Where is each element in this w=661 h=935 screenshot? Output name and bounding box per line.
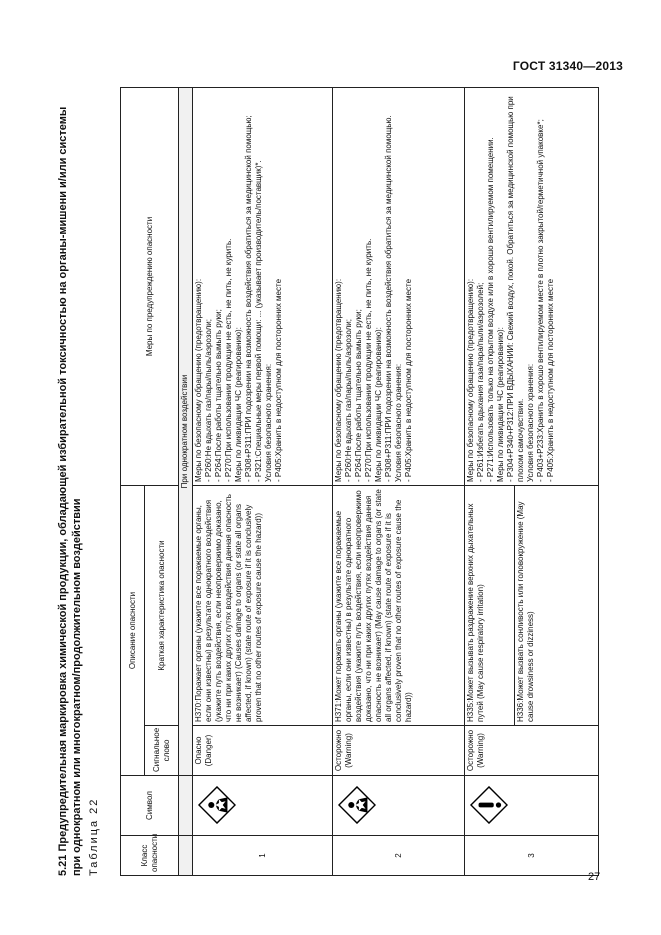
hazard-statement-cell: H335:Может вызывать раздражение верхних дыхательных путей (May cause respiratory irritation) <box>465 485 515 725</box>
subheader-spacer <box>179 836 193 876</box>
table-caption: Таблица 22 <box>88 797 100 876</box>
hazard-statement-cell: H370:Поражает органы (укажите все поражаемые органы, если они известны) в результате однократного воздействия (укажите путь воздействия, если неопровержимо доказано, что ни при каких других путях воздействия данная опасность не возникает) (Causes damage to organs (or state all organs affected, if known) (state route of exposure if it is conclusively proven that no other routes of exposure cause the hazard)) <box>193 485 333 725</box>
hazard-statement-cell: H371:Может поражать органы (укажите все поражаемые органы, если они известны) в результате однократного воздействия (укажите путь воздействия, если неопровержимо доказано, что ни при каких других путях воздействия данная опасность не возникает) (May cause damage to organs (or state all organs affected, if known) (state route of exposure if it is conclusively proven that no other routes of exposure cause the hazard)) <box>333 485 465 725</box>
table-row <box>193 87 333 875</box>
precaution-line: Условия безопасного хранения: <box>526 363 535 482</box>
section-title: 5.21 Предупредительная маркировка химической продукции, обладающей избирательной токсичностью на органы-мишени и/или системы при однократном или многократном/продолжительном воздействии <box>57 106 83 876</box>
precaution-line: - P405:Хранить в недоступном для посторонних месте <box>274 278 283 482</box>
table-row <box>333 87 465 875</box>
precaution-line: - P271:Использовать только на открытом воздухе или в хорошо вентилируемом помещении. <box>486 137 495 482</box>
symbol-cell <box>465 776 599 836</box>
class-cell: 2 <box>333 836 465 876</box>
precaution-line: Меры по безопасному обращению (предотвращению): <box>334 278 343 482</box>
health-hazard-icon <box>198 779 236 832</box>
precautions-cell <box>465 87 599 485</box>
table-subheader: При однократном воздействии <box>179 87 193 775</box>
table-row <box>465 87 515 875</box>
col-header-hazard-short: Краткая характеристика опасности <box>145 485 179 725</box>
health-hazard-icon <box>338 779 376 832</box>
precaution-line: - P304+P340+P312:ПРИ ВДЫХАНИИ: Свежий воздух, покой. Обратиться за медицинской помощью при плохом самочувствии. <box>506 96 525 482</box>
standard-number: ГОСТ 31340—2013 <box>512 59 623 73</box>
precaution-line: - P403+P233:Хранить в хорошо вентилируемом месте в плотно закрытой/герметичной упаковке*; <box>536 119 545 482</box>
precaution-line: - P270:При использовании продукции не есть, не пить, не курить. <box>224 238 233 482</box>
precaution-line: - P308+P311:ПРИ подозрении на возможность воздействия обратиться за медицинской помощью. <box>384 115 393 482</box>
precaution-line: Меры по ликвидации ЧС (реагированию): <box>374 327 383 482</box>
exclamation-mark-icon <box>470 779 508 832</box>
symbol-cell <box>333 776 465 836</box>
signal-word-cell: Опасно (Danger) <box>193 726 333 776</box>
precaution-line: - P405:Хранить в недоступном для посторонних месте <box>546 278 555 482</box>
col-header-precautions: Меры по предупреждению опасности <box>121 87 179 485</box>
col-header-signal: Сигнальное слово <box>145 726 179 776</box>
precaution-line: - P405:Хранить в недоступном для посторонних месте <box>404 278 413 482</box>
precaution-line: Условия безопасного хранения: <box>264 363 273 482</box>
subheader-spacer <box>179 776 193 836</box>
page-number: 27 <box>588 871 601 883</box>
precaution-line: - P321:Специальные меры первой помощи: ... (указывает производитель/поставщик)*. <box>254 160 263 482</box>
precaution-line: - P264:После работы тщательно вымыть руки; <box>214 309 223 482</box>
symbol-cell <box>193 776 333 836</box>
rotated-page-content <box>50 80 610 880</box>
signal-word-cell: Осторожно (Warning) <box>465 726 599 776</box>
col-header-symbol: Символ <box>121 776 179 836</box>
col-header-class: Класс опасности <box>121 836 179 876</box>
precaution-line: Условия безопасного хранения: <box>394 363 403 482</box>
col-header-hazard-group: Описание опасности <box>121 485 145 775</box>
precaution-line: Меры по безопасному обращению (предотвращению): <box>194 278 203 482</box>
signal-word-cell: Осторожно (Warning) <box>333 726 465 776</box>
precaution-line: - P308+P311:ПРИ подозрении на возможность воздействия обратиться за медицинской помощью; <box>244 115 253 482</box>
precaution-line: - P260:Не вдыхать газ/пары/пыль/аэрозоли; <box>344 319 353 482</box>
class-cell: 3 <box>465 836 599 876</box>
hazard-statement-cell: H336:Может вызвать сонливость или головокружение (May cause drowsiness or dizziness) <box>515 485 599 725</box>
precautions-cell <box>193 87 333 485</box>
precaution-line: - P270:При использовании продукции не есть, не пить, не курить. <box>364 238 373 482</box>
hazard-table <box>120 87 599 876</box>
precaution-line: Меры по ликвидации ЧС (реагированию): <box>234 327 243 482</box>
precaution-line: - P261:Избегать вдыхания газа/пара/пыли/аэрозолей; <box>476 282 485 482</box>
precaution-line: - P264:После работы тщательно вымыть руки; <box>354 309 363 482</box>
precaution-line: Меры по ликвидации ЧС (реагированию): <box>496 327 505 482</box>
precaution-line: Меры по безопасному обращению (предотвращению): <box>466 278 475 482</box>
precautions-cell <box>333 87 465 485</box>
class-cell: 1 <box>193 836 333 876</box>
precaution-line: - P260:Не вдыхать газ/пары/пыль/аэрозоли; <box>204 319 213 482</box>
